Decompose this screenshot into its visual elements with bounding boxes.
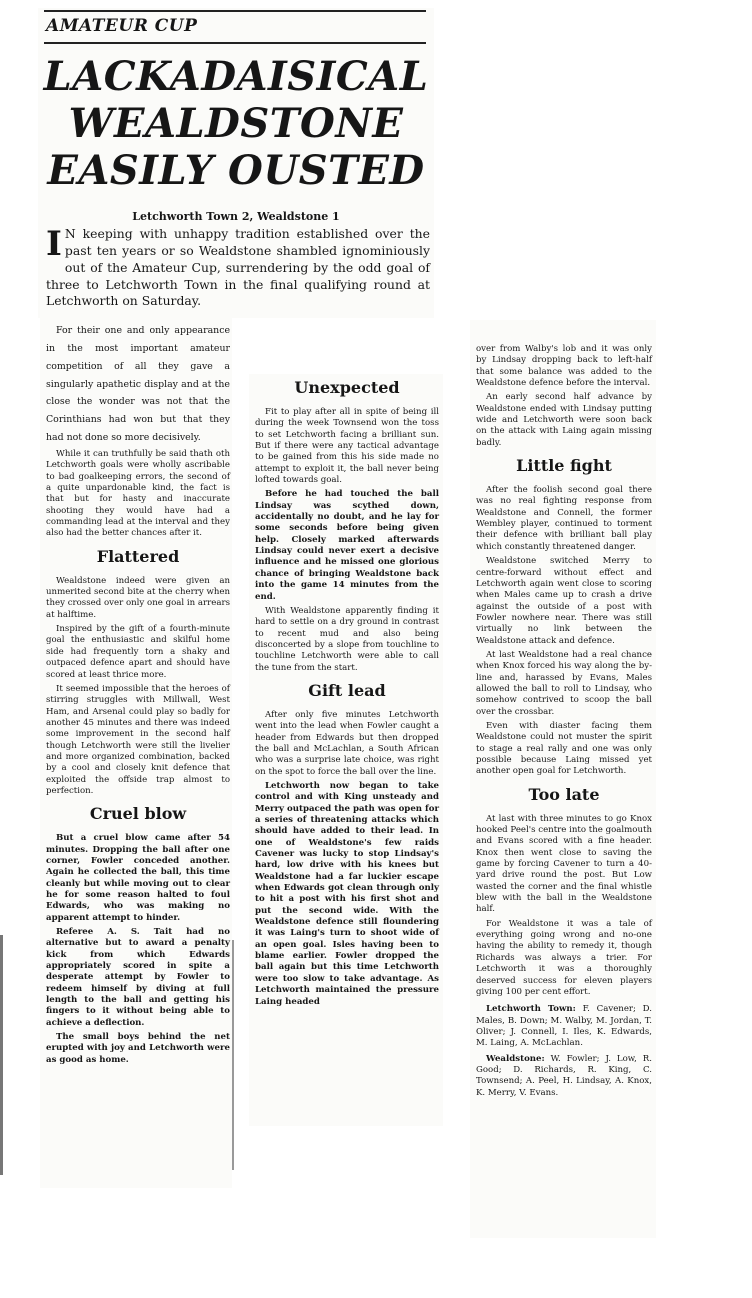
column-1 [40,318,232,1188]
lineup-letchworth [476,1004,652,1049]
kicker: AMATEUR CUP [46,16,198,36]
body-paragraph: After only five minutes Letchworth went into the lead when Fowler caught a header from Edwards but then dropped the ball and McLachlan, a South African who was a surprise late choice, was right on the spot to force the ball over the line. [255,709,439,777]
subhead-gift-lead: Gift lead [308,680,386,700]
body-paragraph: For Wealdstone it was a tale of everything going wrong and no-one having the ability to remedy it, though Richards was always a trier. For Letchworth it was a thoroughly deserved success for eleven players giving 100 per cent effort. [476,918,652,997]
result-line: Letchworth Town 2, Wealdstone 1 [132,210,340,223]
scan-column-edge [232,940,234,1170]
scan-edge-mark [0,935,3,1175]
drop-cap: I [46,224,62,264]
body-paragraph: Fit to play after all in spite of being ill during the week Townsend won the toss to set Letchworth facing a brilliant sun. But if there were any tactical advantage to be gained from this his side made no attempt to exploit it, the ball never being lofted towards goal. [255,407,439,486]
body-paragraph: While it can truthfully be said thath oth Letchworth goals were wholly ascribable to bad goalkeeping errors, the second of a quite unpardonable kind, the fact is that but for hasty and inaccurate shooting they would have had a commanding lead at the interval and they also had the better chances after it. [46,449,230,539]
lineup-players-wealdstone: W. Fowler; J. Low, R. Good; D. Richards, R. King, C. Townsend; A. Peel, H. Lindsay, A. Knox, K. Merry, V. Evans. [476,1053,652,1098]
intro-text: N keeping with unhappy tradition established over the past ten years or so Wealdstone shambled ignominiously out of the Amateur Cup, surrendering by the odd goal of three to Letchworth Town in the final qualifying round at Letchworth on Saturday. [46,226,430,309]
lineup-team-wealdstone: Wealdstone: [486,1053,545,1064]
top-rule [44,10,426,12]
lineup-wealdstone [476,1054,652,1099]
body-paragraph: over from Walby's lob and it was only by Lindsay dropping back to left-half that some balance was added to the Wealdstone defence before the interval. [476,344,652,389]
body-paragraph: Letchworth now began to take control and with King unsteady and Merry outpaced the path was open for a series of threatening attacks which should have added to their lead. In one of Wealdstone's few raids Cavener was lucky to stop Lindsay's hard, low drive with his knees but Wealdstone had a far luckier escape when Edwards got clean through only to hit a post with his first shot and put the second wide. With the Wealdstone defence still floundering it was Laing's turn to shoot wide of an open goal. Isles having been to blame earlier. Fowler dropped the ball again but this time Letchworth were too slow to take advantage. As Letchworth maintained the pressure Laing headed [255,780,439,1007]
body-paragraph: At last Wealdstone had a real chance when Knox forced his way along the by-line and, harassed by Evans, Males allowed the ball to roll to Lindsay, who somehow contrived to scoop the ball over the crossbar. [476,649,652,717]
body-paragraph: An early second half advance by Wealdstone ended with Lindsay putting wide and Letchworth were soon back on the attack with Laing again missing badly. [476,392,652,448]
body-paragraph: It seemed impossible that the heroes of stirring struggles with Millwall, West Ham, and Arsenal could play so badly for another 45 minutes and there was indeed some improvement in the second half though Letchworth were still the livelier and more organized combination, backed by a cool and closely knit defence that exploited the offside trap almost to perfection. [46,683,230,796]
body-paragraph: Referee A. S. Tait had no alternative but to award a penalty kick from which Edwards appropriately scored in spite a desperate attempt by Fowler to redeem himself by diving at full length to the ball and getting his fingers to it without being able to achieve a deflection. [46,927,230,1028]
subhead-flattered: Flattered [96,546,180,566]
body-paragraph: Inspired by the gift of a fourth-minute goal the enthusiastic and skilful home side had frequently torn a shaky and outpaced defence apart and should have scored at least thrice more. [46,624,230,680]
body-paragraph: But a cruel blow came after 54 minutes. Dropping the ball after one corner, Fowler conceded another. Again he collected the ball, this time cleanly but while moving out to clear he for some reason halted to foul Edwards, who was making no apparent attempt to hinder. [46,833,230,923]
subhead-little-fight: Little fight [516,456,612,476]
body-paragraph: For their one and only appearance in the most important amateur competition of all they gave a singularly apathetic display and at the close the wonder was not that the Corinthians had won but that they had not done so more decisively. [46,325,230,444]
body-paragraph: Before he had touched the ball Lindsay was scythed down, accidentally no doubt, and he lay for some seconds before being given help. Closely marked afterwards Lindsay could never exert a decisive influence and he missed one glorious chance of bringing Wealdstone back into the game 14 minutes from the end. [255,489,439,602]
kicker-rule [44,42,426,44]
body-paragraph: The small boys behind the net erupted with joy and Letchworth were as good as home. [46,1032,230,1065]
subhead-too-late: Too late [528,784,600,804]
body-paragraph: After the foolish second goal there was no real fighting response from Wealdstone and Connell, the former Wembley player, continued to torment their defence with brilliant ball play which constantly threatened danger. [476,485,652,552]
body-paragraph: At last with three minutes to go Knox hooked Peel's centre into the goalmouth and Evans scored with a fine header. Knox then went close to saving the game by forcing Cavener to turn a 40-yard drive round the post. But Low wasted the corner and the final whistle blew with the ball in the Wealdstone half. [476,813,652,915]
headline [38,54,434,194]
headline-line-2: WEALDSTONE [68,99,404,147]
subhead-cruel-blow: Cruel blow [89,804,187,824]
headline-line-1: LACKADAISICAL [43,53,429,100]
headline-clip [38,8,434,318]
lineup-players-letchworth: F. Cavener; D. Males, B. Down; M. Walby, M. Jordan, T. Oliver; J. Connell, I. Iles, K. Edwards, M. Laing, A. McLachlan. [476,1004,652,1049]
lineup-team-letchworth: Letchworth Town: [486,1004,576,1015]
subhead-unexpected: Unexpected [294,378,400,397]
body-paragraph: Wealdstone switched Merry to centre-forward without effect and Letchworth again went close to scoring when Males came up to crash a drive against the outside of a post with Fowler nowhere near. There was still virtually no link between the Wealdstone attack and defence. [476,556,652,646]
body-paragraph: Wealdstone indeed were given an unmerited second bite at the cherry when they crossed over only one goal in arrears at halftime. [46,575,230,620]
column-2 [249,374,443,1126]
column-3 [470,320,656,1238]
body-paragraph: Even with diaster facing them Wealdstone could not muster the spirit to stage a real rally and one was only possible because Laing missed yet another open goal for Letchworth. [476,720,652,777]
headline-line-3: EASILY OUSTED [47,146,425,194]
body-paragraph: With Wealdstone apparently finding it hard to settle on a dry ground in contrast to recent mud and also being disconcerted by a slope from touchline to touchline Letchworth were able to call the tune from the start. [255,605,439,673]
intro-paragraph [46,226,430,310]
